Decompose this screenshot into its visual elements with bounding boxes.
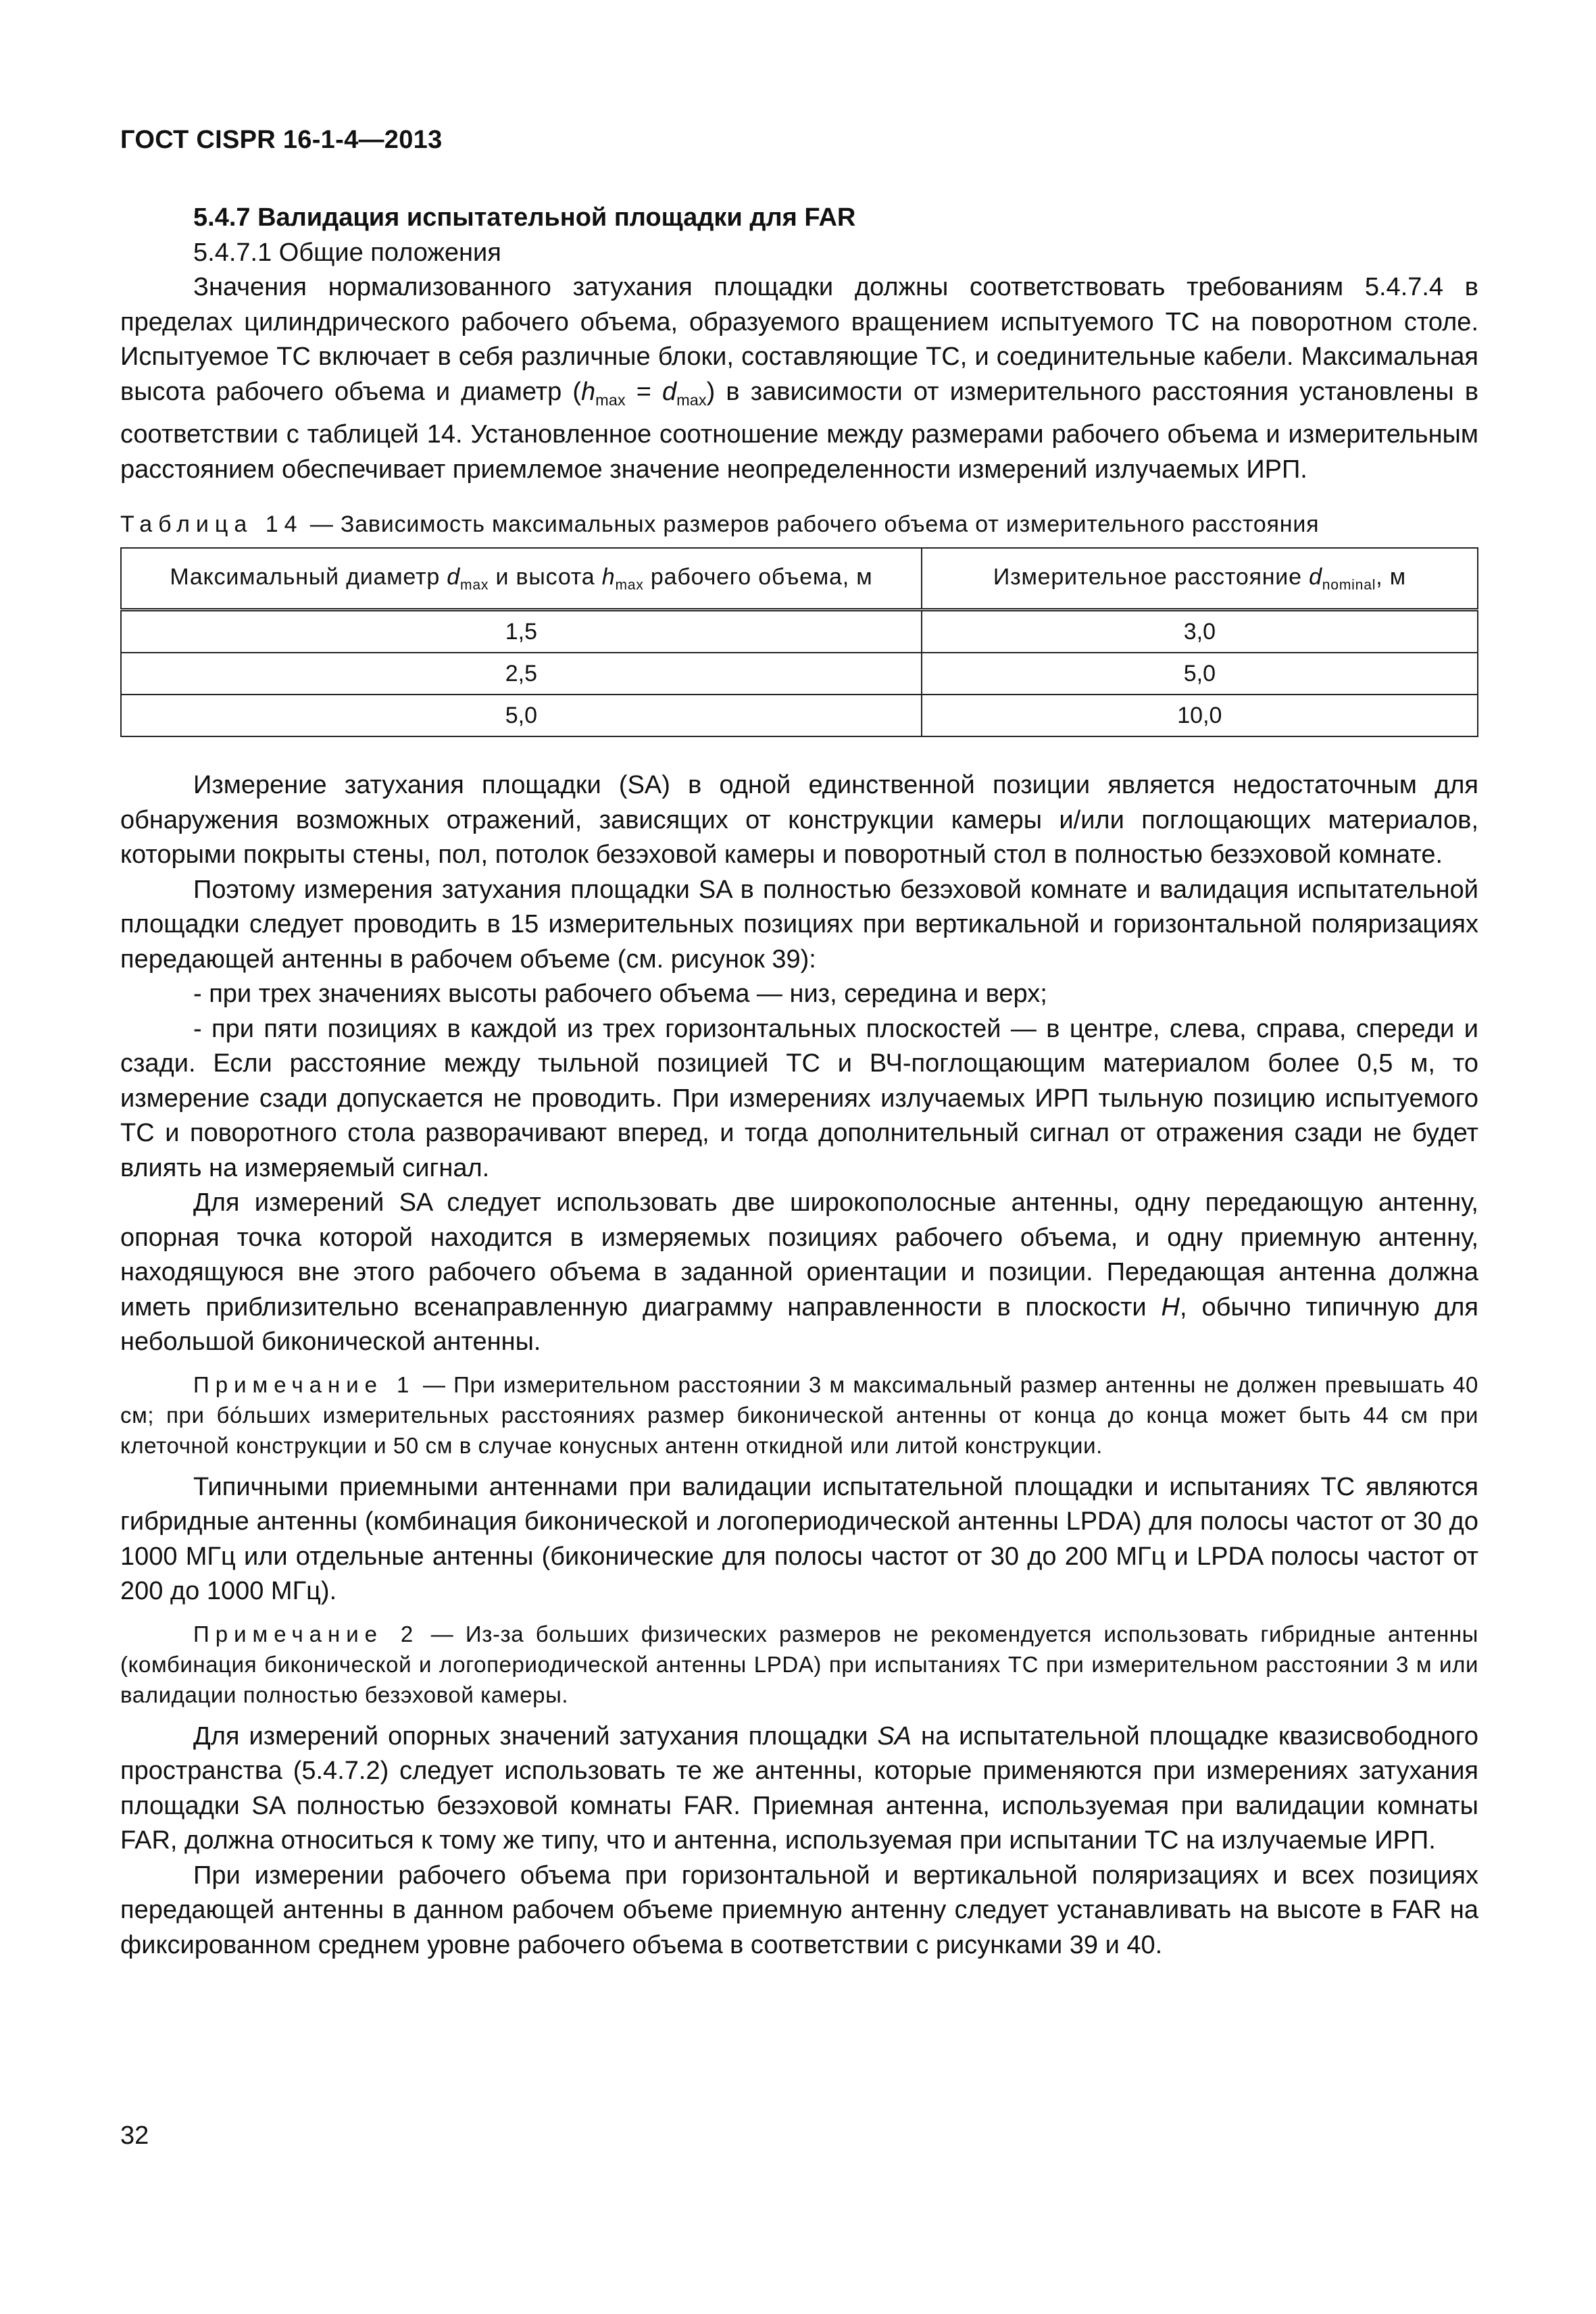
body-paragraph: Измерение затухания площадки (SA) в одной единственной позиции является недостаточным для обнаружения возможных отражений, зависящих от конструкции камеры и/или поглощающих материалов, которыми покрыты стены, пол, потолок безэховой камеры и поворотный стол в полностью безэховой комнате. — [120, 771, 1478, 870]
paragraph-text: , обычно типичную для небольшой биконической антенны. — [120, 1292, 1478, 1357]
body-paragraph: При измерении рабочего объема при горизонтальной и вертикальной поляризациях и всех позициях передающей антенны в данном рабочем объеме приемную антенну следует устанавливать на высоте в FAR на фиксированном среднем уровне рабочего объема в соответствии с рисунками 39 и 40. — [120, 1861, 1478, 1959]
table-14 — [120, 547, 1478, 737]
table-row — [121, 695, 1478, 736]
header-text: , м — [1376, 563, 1406, 590]
list-item: - при пяти позициях в каждой из трех горизонтальных плоскостей — в центре, слева, справа, спереди и сзади. Если расстояние между тыльной позицией ТС и ВЧ-поглощающим материалом более 0,5 м, то измерение сзади допускается не проводить. При измерениях излучаемых ИРП тыльную позицию испытуемого ТС и поворотного стола разворачивают вперед, и тогда дополнительный сигнал от отражения сзади не будет влиять на измеряемый сигнал. — [120, 1014, 1478, 1182]
cell-distance: 5,0 — [922, 653, 1478, 695]
section-heading: 5.4.7 Валидация испытательной площадки для FAR — [193, 203, 856, 232]
section-subheading: 5.4.7.1 Общие положения — [193, 238, 501, 267]
table-caption-label: Таблица 14 — [120, 511, 303, 538]
note-2 — [120, 1619, 1478, 1710]
column-header-size — [121, 548, 922, 610]
intro-text-1: Значения нормализованного затухания площадки должны соответствовать требованиям 5.4.7.4 в пределах цилиндрического рабочего объема, образуемого вращением испытуемого ТС на поворотном столе. Испытуемое ТС включает в себя различные блоки, составляющие ТС, и соединительные кабели. Максимальная высота рабочего объема и диаметр ( — [120, 273, 1478, 406]
cell-size: 2,5 — [121, 653, 922, 695]
table-header-row — [121, 548, 1478, 610]
nominal-subscript: nominal — [1322, 576, 1376, 593]
max-subscript: max — [460, 576, 489, 593]
page-number: 32 — [120, 2121, 149, 2150]
list-item: - при трех значениях высоты рабочего объема — низ, середина и верх; — [193, 980, 1047, 1009]
paragraph-text: на испытательной площадке квазисвободного пространства (5.4.7.2) следует использовать те же антенны, которые применяются при измерениях затухания площадки SA полностью безэховой комнаты FAR. Приемная антенна, используемая при валидации комнаты FAR, должна относиться к тому же типу, что и антенна, используемая при испытании ТС на излучаемые ИРП. — [120, 1721, 1478, 1855]
page-content — [120, 201, 1478, 1963]
header-text: Максимальный диаметр — [170, 563, 447, 590]
intro-text-2: ) в зависимости от измерительного расстояния установлены в соответствии с таблицей 14. Установленное соотношение между размерами рабочего объема и измерительным расстоянием обеспечивает приемлемое значение неопределенности измерений излучаемых ИРП. — [120, 377, 1479, 484]
note-label: Примечание 1 — [193, 1372, 416, 1397]
d-symbol: d — [662, 377, 677, 406]
body-paragraph — [120, 1186, 1478, 1360]
cell-size: 5,0 — [121, 695, 922, 736]
note-1 — [120, 1369, 1478, 1461]
d-symbol: d — [1309, 563, 1322, 590]
sa-symbol: SA — [877, 1721, 912, 1751]
cell-distance: 3,0 — [922, 610, 1478, 653]
intro-paragraph — [120, 270, 1478, 487]
cell-distance: 10,0 — [922, 695, 1478, 736]
column-header-distance — [922, 548, 1478, 610]
header-text: Измерительное расстояние — [993, 563, 1310, 590]
body-paragraph — [120, 1719, 1478, 1859]
note-label: Примечание 2 — [193, 1621, 420, 1646]
paragraph-text: Для измерений SA следует использовать две широкополосные антенны, одну передающую антенну, опорная точка которой находится в измеряемых позициях рабочего объема, и одну приемную антенну, находящуюся вне этого рабочего объема в заданной ориентации и позиции. Передающая антенна должна иметь приблизительно всенаправленную диаграмму направленности в плоскости — [120, 1188, 1478, 1322]
header-text: рабочего объема, м — [643, 563, 873, 590]
equals-sign: = — [625, 377, 663, 406]
d-symbol: d — [447, 563, 461, 590]
h-symbol: h — [601, 563, 616, 590]
table-row — [121, 653, 1478, 695]
paragraph-text: Для измерений опорных значений затухания площадки — [193, 1721, 878, 1751]
max-subscript: max — [615, 576, 644, 593]
max-subscript: max — [595, 391, 626, 409]
note-text: — При измерительном расстоянии 3 м максимальный размер антенны не должен превышать 40 см; при бо́льших измерительных расстояниях размер биконической антенны от конца до конца может быть 44 см при клеточной конструкции и 50 см в случае конусных антенн откидной или литой конструкции. — [120, 1372, 1478, 1458]
header-text: и высота — [489, 563, 602, 590]
max-subscript: max — [676, 391, 707, 409]
body-paragraph: Поэтому измерения затухания площадки SA в полностью безэховой комнате и валидация испытательной площадки следует проводить в 15 измерительных позициях при вертикальной и горизонтальной поляризациях передающей антенны в рабочем объеме (см. рисунок 39): — [120, 875, 1478, 974]
h-symbol: h — [581, 377, 596, 406]
note-text: — Из-за больших физических размеров не рекомендуется использовать гибридные антенны (комбинация биконической и логопериодической антенны LPDA) при испытаниях ТС при измерительном расстоянии 3 м или валидации полностью безэховой камеры. — [120, 1621, 1478, 1707]
body-paragraph: Типичными приемными антеннами при валидации испытательной площадки и испытаниях ТС являются гибридные антенны (комбинация биконической и логопериодической антенны LPDA) для полосы частот от 30 до 1000 МГц или отдельные антенны (биконические для полосы частот от 30 до 200 МГц и LPDA полосы частот от 200 до 1000 МГц). — [120, 1472, 1478, 1606]
document-header: ГОСТ CISPR 16-1-4—2013 — [120, 126, 443, 154]
table-caption-text: — Зависимость максимальных размеров рабочего объема от измерительного расстояния — [303, 511, 1320, 538]
h-plane-symbol: H — [1161, 1292, 1180, 1322]
cell-size: 1,5 — [121, 610, 922, 653]
table-caption — [120, 511, 1478, 538]
table-row — [121, 610, 1478, 653]
